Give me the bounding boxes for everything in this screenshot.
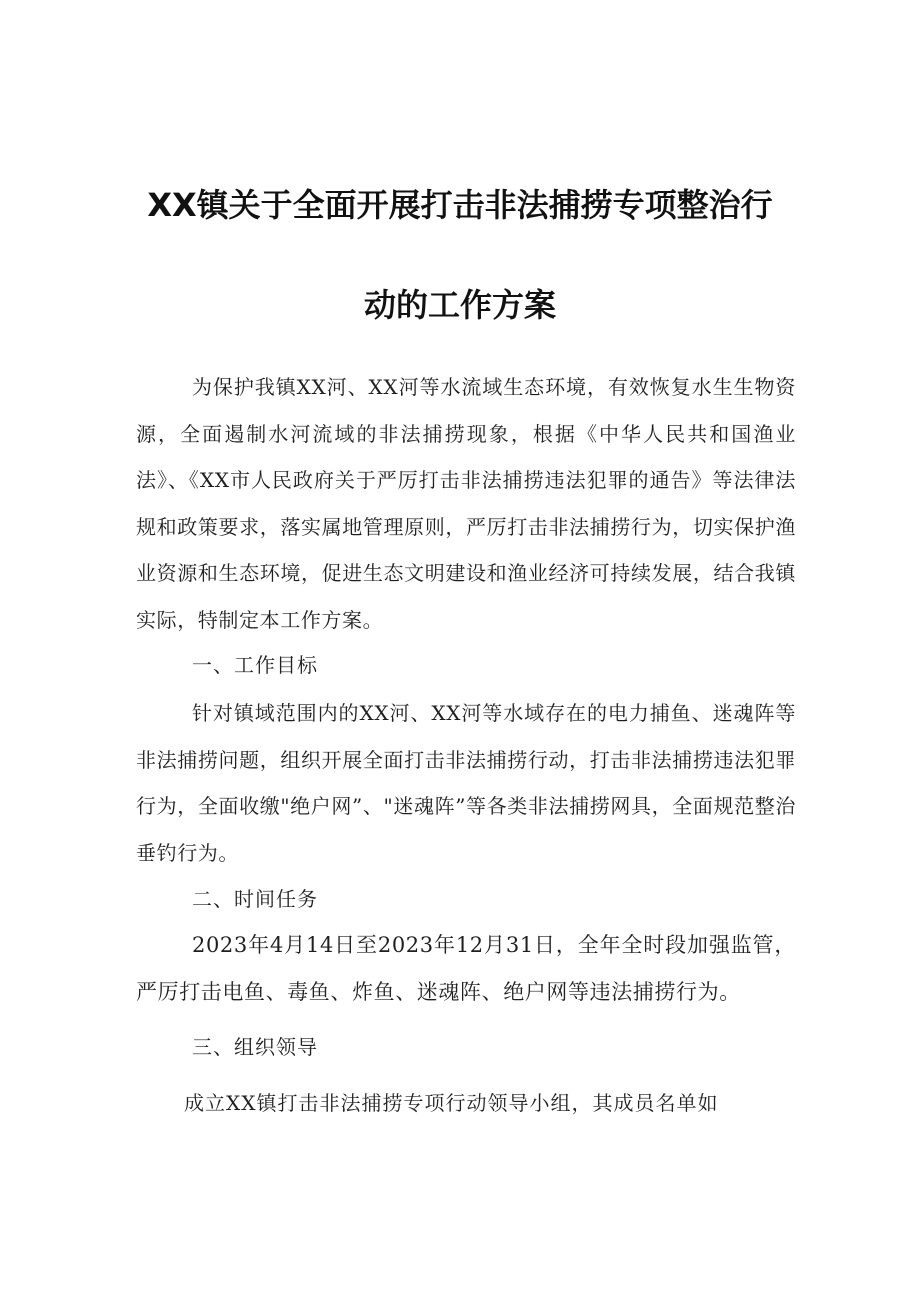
section-body-organization: 成立XX镇打击非法捕捞专项行动领导小组，其成员名单如 <box>184 1091 719 1115</box>
section-heading-work-goals: 一、工作目标 <box>192 653 318 677</box>
document-title-line-2: 动的工作方案 <box>363 286 556 324</box>
section-heading-time-tasks: 二、时间任务 <box>192 887 318 911</box>
section-heading-organization: 三、组织领导 <box>192 1035 318 1059</box>
section-body-work-goals: 针对镇域范围内的XX河、XX河等水域存在的电力捕鱼、迷魂阵等非法捕捞问题，组织开展全面打击非法捕捞行动，打击非法捕捞违法犯罪行为，全面收缴"绝户网”、"迷魂阵”等各类非法捕捞网具，全面规范整治垂钓行为。 <box>136 701 796 865</box>
document-title-line-1: XX镇关于全面开展打击非法捕捞专项整治行 <box>147 186 773 224</box>
intro-paragraph: 为保护我镇XX河、XX河等水流域生态环境，有效恢复水生生物资源，全面遏制水河流域的非法捕捞现象，根据《中华人民共和国渔业法》、《XX市人民政府关于严厉打击非法捕捞违法犯罪的通告》等法律法规和政策要求，落实属地管理原则，严厉打击非法捕捞行为，切实保护渔业资源和生态环境，促进生态文明建设和渔业经济可持续发展，结合我镇实际，特制定本工作方案。 <box>136 375 796 632</box>
section-body-time-tasks: 2023年4月14日至2023年12月31日，全年全时段加强监管，严厉打击电鱼、毒鱼、炸鱼、迷魂阵、绝户网等违法捕捞行为。 <box>136 933 796 1004</box>
